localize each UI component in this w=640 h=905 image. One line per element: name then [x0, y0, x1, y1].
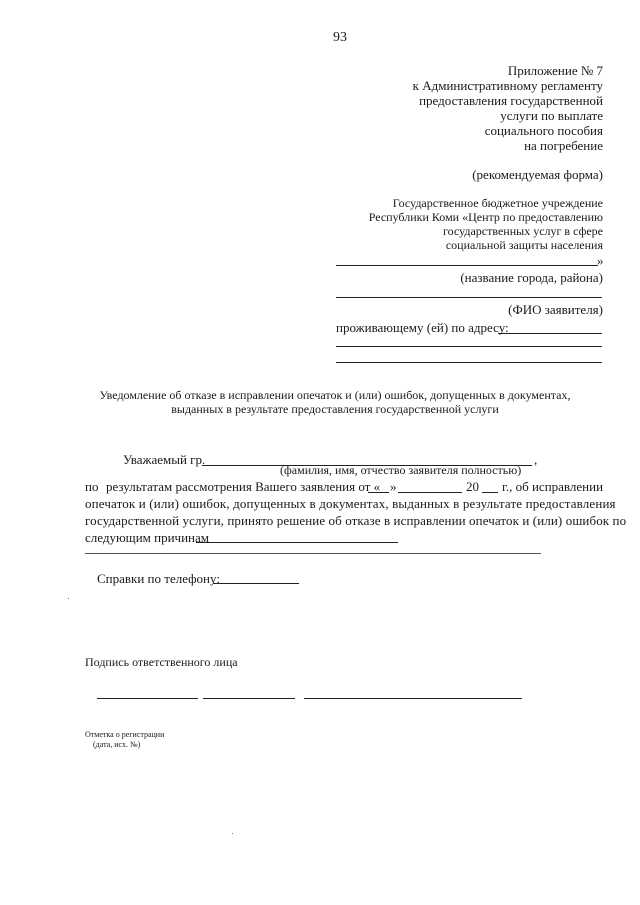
city-quote-close: » [597, 253, 604, 268]
org-line: Республики Коми «Центр по предоставлению [368, 210, 603, 224]
paragraph-text: результатам рассмотрения Вашего заявления от « [106, 479, 381, 494]
year-prefix: 20 [466, 479, 479, 494]
applicant-name-caption: (ФИО заявителя) [508, 302, 603, 317]
position-field-line [97, 698, 198, 699]
notice-title-line: Уведомление об отказе в исправлении опечаток и (или) ошибок, допущенных в документах, [99, 388, 571, 402]
address-field-line-2 [336, 346, 602, 347]
paragraph-text: следующим причинам [85, 530, 209, 545]
annex-line: социального пособия [484, 123, 603, 138]
page-number: 93 [333, 30, 347, 45]
city-caption: (название города, района) [460, 270, 603, 285]
signature-label: Подпись ответственного лица [85, 655, 238, 669]
notice-title [40, 388, 630, 416]
signature-decoding-field-line [304, 698, 522, 699]
reasons-field-line [196, 542, 398, 543]
paragraph-text: опечаток и (или) ошибок, допущенных в документах, выданных в результате предоставления [85, 496, 616, 511]
address-label: проживающему (ей) по адресу: [336, 320, 509, 335]
quote-close: » [390, 479, 397, 494]
paragraph-text: государственной услуги, принято решение об отказе в исправлении опечаток и (или) ошибок по [85, 513, 627, 528]
day-field-line [368, 492, 389, 493]
full-name-caption: (фамилия, имя, отчество заявителя полностью) [280, 463, 522, 477]
applicant-name-line [336, 297, 602, 298]
annex-line: к Административному регламенту [412, 78, 603, 93]
paragraph-word: по [85, 479, 99, 494]
address-field-line [498, 333, 602, 334]
address-field-line-3 [336, 362, 602, 363]
greeting-comma: , [534, 452, 538, 467]
annex-line: Приложение № 7 [507, 63, 603, 78]
annex-header [303, 63, 603, 153]
registration-caption: (дата, исх. №) [93, 740, 141, 749]
paragraph-text: г., об исправлении [502, 479, 604, 494]
scan-speck [68, 598, 69, 599]
annex-line: предоставления государственной [419, 93, 603, 108]
org-line: Государственное бюджетное учреждение [392, 196, 603, 210]
org-line: государственных услуг в сфере [443, 224, 603, 238]
registration-label: Отметка о регистрации [85, 730, 165, 739]
annex-line: услуги по выплате [500, 108, 603, 123]
phone-label: Справки по телефону: [97, 571, 220, 586]
org-line: социальной защиты населения [445, 238, 603, 252]
phone-field-line [213, 583, 299, 584]
year-field-line [482, 492, 498, 493]
scan-speck [232, 833, 233, 834]
greeting-label: Уважаемый гр. [123, 452, 206, 467]
notice-title-line: выданных в результате предоставления государственной услуги [171, 402, 499, 416]
recipient-organization [283, 196, 603, 252]
month-field-line [398, 492, 462, 493]
form-type-label: (рекомендуемая форма) [472, 167, 603, 182]
signature-field-line [203, 698, 295, 699]
reasons-field-line-2 [85, 553, 541, 554]
registration-mark [85, 730, 164, 750]
city-field-line [336, 265, 598, 266]
annex-line: на погребение [524, 138, 603, 153]
